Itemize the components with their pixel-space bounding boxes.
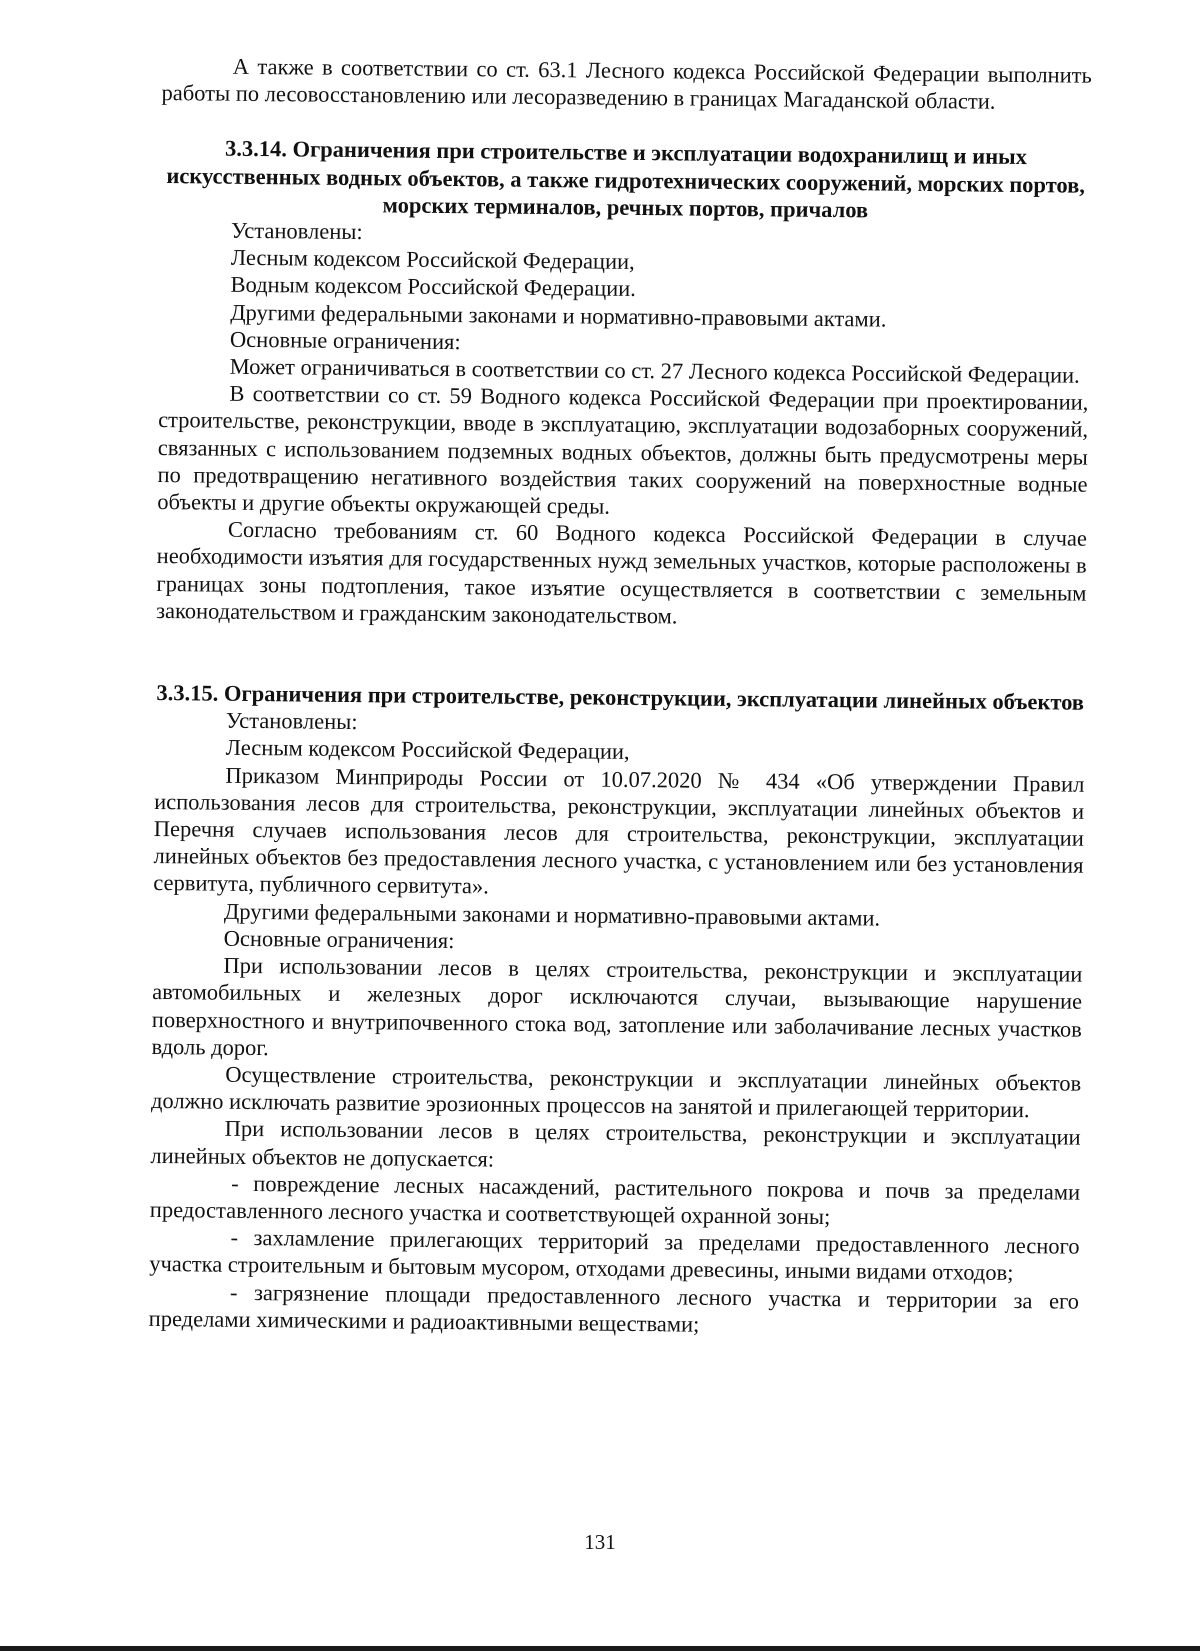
restrictions-label: Основные ограничения: xyxy=(229,326,461,354)
law-item: Лесным кодексом Российской Федерации, xyxy=(225,735,630,765)
law-item: Водным кодексом Российской Федерации. xyxy=(230,272,637,302)
list-item: - повреждение лесных насаждений, растительного покрова и почв за пределами предоставленного лесного участка и соответствующей охранной зоны; xyxy=(149,1170,1081,1229)
law-item: Другими федеральными законами и нормативно-правовыми актами. xyxy=(223,898,881,931)
restrictions-label: Основные ограничения: xyxy=(223,925,455,954)
intro-paragraph: А также в соответствии со ст. 63.1 Лесного кодекса Российской Федерации выполнить работы по лесовосстановлению или лесоразведению в границах Магаданской области. xyxy=(161,53,1092,114)
page-number: 131 xyxy=(584,1530,616,1554)
page-content xyxy=(149,52,1092,1342)
law-item: Лесным кодексом Российской Федерации, xyxy=(230,244,635,275)
body-paragraph: В соответствии со ст. 59 Водного кодекса Российской Федерации при проектировании, строительстве, реконструкции, вводе в эксплуатацию, эксплуатации водозаборных сооружений, связанных с использованием подземных водных объектов, должны быть предусмотрены меры по предотвращению негативного воздействия таких сооружений на поверхностные водные объекты и другие объекты окружающей среды. xyxy=(157,380,1089,519)
body-paragraph: Осуществление строительства, реконструкции и эксплуатации линейных объектов должно исключать развитие эрозионных процессов на занятой и прилегающей территории. xyxy=(150,1061,1082,1123)
body-paragraph: При использовании лесов в целях строительства, реконструкции и эксплуатации автомобильных и железных дорог исключаются случаи, вызывающие нарушение поверхностного и внутрипочвенного стока вод, затопление или заболачивание лесных участков вдоль дорог. xyxy=(151,952,1083,1060)
section-heading-3-3-15: 3.3.15. Ограничения при строительстве, реконструкции, эксплуатации линейных объектов xyxy=(156,680,1085,715)
section-heading-3-3-14: 3.3.14. Ограничения при строительстве и эксплуатации водохранилищ и иных искусственных водных объектов, а также гидротехнических сооружений, морских портов, морских терминалов, речных портов, причалов xyxy=(166,136,1086,223)
body-paragraph: При использовании лесов в целях строительства, реконструкции и эксплуатации линейных объектов не допускается: xyxy=(150,1116,1081,1172)
list-item: - захламление прилегающих территорий за пределами предоставленного лесного участка строительным и бытовым мусором, отходами древесины, иными видами отходов; xyxy=(149,1224,1080,1286)
body-paragraph: Согласно требованиям ст. 60 Водного кодекса Российской Федерации в случае необходимости изъятия для государственных нужд земельных участков, которые расположены в границах зоны подтопления, такое изъятие осуществляется в соответствии с земельным законодательством и гражданским законодательством. xyxy=(156,516,1088,629)
law-item-order: Приказом Минприроды России от 10.07.2020 № 434 «Об утверждении Правил использования лесов для строительства, реконструкции, эксплуатации линейных объектов и Перечня случаев использования лесов для строительства, реконструкции, эксплуатации линейных объектов без предоставления лесного участка, с установлением или без установления сервитута, публичного сервитута». xyxy=(153,762,1085,899)
body-paragraph: Может ограничиваться в соответствии со ст. 27 Лесного кодекса Российской Федерации. xyxy=(229,353,1080,388)
scan-bottom-edge xyxy=(0,1646,1200,1651)
established-label: Установлены: xyxy=(231,217,363,245)
list-item: - загрязнение площади предоставленного лесного участка и территории за его пределами химическими и радиоактивными веществами; xyxy=(148,1279,1080,1337)
law-item: Другими федеральными законами и нормативно-правовыми актами. xyxy=(230,299,887,332)
established-label: Установлены: xyxy=(225,707,358,735)
